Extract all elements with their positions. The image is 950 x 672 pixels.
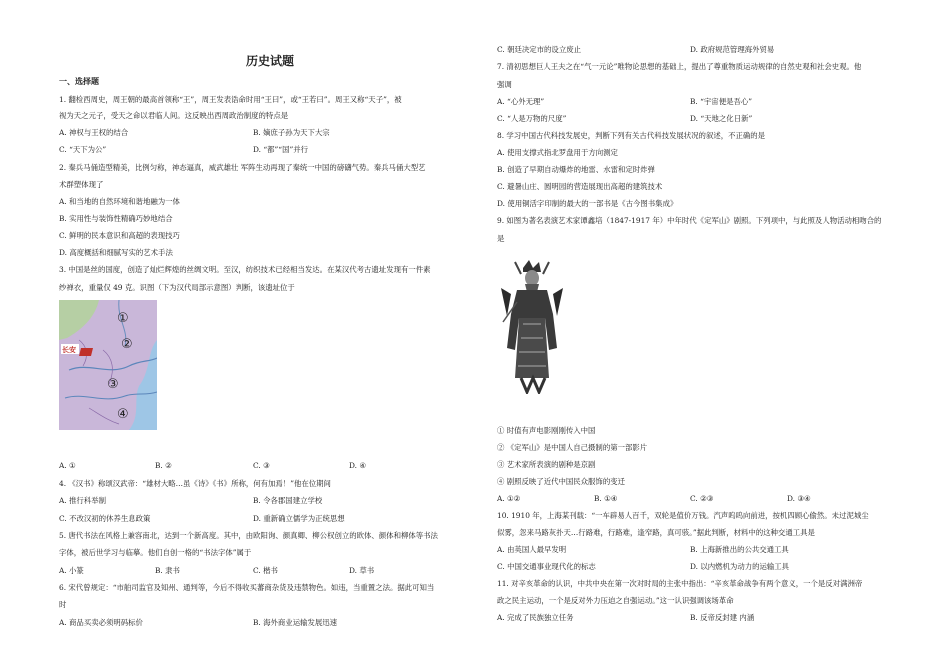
q3-stem-line2: 纱禅衣，重量仅 49 克。识图（下为汉代局部示意图）判断，该遗址位于 (59, 283, 295, 292)
q7-option-a[interactable]: A. “心外无理” (497, 97, 545, 106)
q1-option-b[interactable]: B. 嫡庶子孙为天下大宗 (253, 128, 330, 137)
q4-option-d[interactable]: D. 重新确立儒学为正统思想 (253, 514, 345, 523)
page-title: 历史试题 (246, 54, 295, 68)
q10-option-c[interactable]: C. 中国交通事业现代化的标志 (497, 562, 596, 571)
q5-stem-line1: 5. 唐代书法在风格上兼容南北，达到一个新高度。其中，由欧阳询、颜真卿、柳公权创立的欧体、颜体和柳体等书法 (59, 531, 438, 540)
q4-option-a[interactable]: A. 推行科举制 (59, 496, 106, 505)
q9-stem-line2: 是 (497, 234, 505, 243)
q2-stem-line1: 2. 秦兵马俑造型精美，比例匀称，神态逼真，威武雄壮 军阵生动再现了秦统一中国的磅礴气势。秦兵马俑大型艺 (59, 163, 426, 172)
han-map-image (59, 300, 157, 430)
q3-option-a[interactable]: A. ① (59, 461, 76, 470)
q6-option-c[interactable]: C. 朝廷决定市的设立废止 (497, 45, 581, 54)
q7-option-d[interactable]: D. “天地之化日新” (690, 114, 753, 123)
q9-statement-3: ③ 艺术家所表演的剧种是京剧 (497, 460, 596, 469)
q6-option-a[interactable]: A. 商品买卖必须明码标价 (59, 618, 143, 627)
q10-stem-line2: 似雾，忽来马路灰扑天…行路难，行路难，逢窄路，真可骇。”据此判断，材料中的这种交通工具是 (497, 528, 815, 537)
q11-stem-line2: 政之民主运动，一个是反对外力压迫之自强运动。”这一认识强调该场革命 (497, 596, 734, 605)
q6-stem-line1: 6. 宋代曾规定：“市舶司监官及知州、通判等，今后不得收买蕃商杂货及违禁物色。如违，当重置之法。据此可知当 (59, 583, 435, 592)
q5-option-a[interactable]: A. 小篆 (59, 566, 84, 575)
q10-option-b[interactable]: B. 上海新推出的公共交通工具 (690, 545, 789, 554)
q8-stem-line1: 8. 学习中国古代科技发展史，判断下列有关古代科技发展状况的叙述，不正确的是 (497, 131, 766, 140)
q3-option-b[interactable]: B. ② (155, 461, 172, 470)
q1-stem-line1: 1. 翻检西周史，周王朝的最高首领称“王”，周王发表诰命时用“王曰”，或“王若曰”。周王又称“天子”，被 (59, 95, 402, 104)
map-marker-3: ③ (107, 377, 119, 392)
q1-option-a[interactable]: A. 神权与王权的结合 (59, 128, 129, 137)
q10-stem-line1: 10. 1910 年，上海某刊载：“一车辟易人百千，双轮是值价万钱。汽声呜呜向前进，按机四顾心偷然。未过泥城尘 (497, 511, 869, 520)
q5-option-b[interactable]: B. 隶书 (155, 566, 180, 575)
q8-option-a[interactable]: A. 使用支撑式指北罗盘用于方向测定 (497, 148, 618, 157)
section-heading: 一、选择题 (59, 76, 99, 86)
q9-statement-1: ① 时值有声电影刚刚传入中国 (497, 426, 596, 435)
opera-photo-image (497, 258, 567, 394)
q7-stem-line1: 7. 清初思想巨人王夫之在“气一元论”唯物论思想的基础上，提出了尊重物质运动规律的自然史观和社会史观。他 (497, 62, 862, 71)
q3-stem-line1: 3. 中国是丝的国度，创造了灿烂辉煌的丝绸文明。至汉，纺织技术已经相当发达。在某汉代考古遗址发现有一件素 (59, 265, 431, 274)
map-marker-4: ④ (117, 407, 129, 422)
q8-option-b[interactable]: B. 创造了早期自动爆炸的地雷、水雷和定时炸弹 (497, 165, 655, 174)
q3-option-c[interactable]: C. ③ (253, 461, 270, 470)
q11-option-b[interactable]: B. 反帝反封建 内涵 (690, 613, 755, 622)
q1-option-c[interactable]: C. “天下为公” (59, 145, 107, 154)
map-marker-2: ② (121, 337, 133, 352)
q2-stem-line2: 术群塑体现了 (59, 180, 104, 189)
q10-option-a[interactable]: A. 由英国人最早发明 (497, 545, 567, 554)
q9-stem-line1: 9. 如图为著名表演艺术家谭鑫培（1847-1917 年）中年时代《定军山》剧照。下列项中，与此照及人物活动相吻合的 (497, 216, 882, 225)
q5-stem-line2: 字体，被后世学习与临摹。他们自创一格的“书法字体”属于 (59, 548, 252, 557)
q7-option-c[interactable]: C. “人是万物的尺度” (497, 114, 567, 123)
q2-option-c[interactable]: C. 鲜明的民本意识和高超的表现技巧 (59, 231, 180, 240)
q8-option-d[interactable]: D. 使用铜活字印制的最大的一部书是《古今图书集成》 (497, 199, 678, 208)
q5-option-d[interactable]: D. 草书 (349, 566, 375, 575)
q7-stem-line2: 强调 (497, 80, 512, 89)
q10-option-d[interactable]: D. 以内燃机为动力的运输工具 (690, 562, 790, 571)
q6-option-d[interactable]: D. 政府规范管理海外贸易 (690, 45, 775, 54)
q7-option-b[interactable]: B. “宇宙便是吾心” (690, 97, 753, 106)
q1-stem-line2: 视为天之元子，受天之命以君临人间。这反映出西周政治制度的特点是 (59, 111, 289, 120)
q2-option-b[interactable]: B. 实用性与装饰性精确巧妙地结合 (59, 214, 173, 223)
q8-option-c[interactable]: C. 避暑山庄、圆明园的营造展现出高超的建筑技术 (497, 182, 663, 191)
q9-option-d[interactable]: D. ③④ (787, 494, 811, 503)
map-label-changan: 长安 (62, 346, 76, 354)
q4-option-b[interactable]: B. 令各郡国建立学校 (253, 496, 323, 505)
q11-option-a[interactable]: A. 完成了民族独立任务 (497, 613, 574, 622)
q4-option-c[interactable]: C. 不改汉初的休养生息政策 (59, 514, 151, 523)
q2-option-d[interactable]: D. 高度概括和细腻写实的艺术手法 (59, 248, 173, 257)
q11-stem-line1: 11. 对辛亥革命的认识，中共中央在第一次对时局的主张中指出：“辛亥革命战争有两个意义，一个是反对满洲帝 (497, 579, 863, 588)
q9-statement-2: ② 《定军山》是中国人自己摄制的第一部影片 (497, 443, 648, 452)
q3-option-d[interactable]: D. ④ (349, 461, 366, 470)
map-marker-1: ① (117, 311, 129, 326)
q9-option-b[interactable]: B. ①④ (594, 494, 618, 503)
q9-option-a[interactable]: A. ①② (497, 494, 521, 503)
q1-option-d[interactable]: D. “都”“国”并行 (253, 145, 309, 154)
q4-stem-line1: 4. 《汉书》称颂汉武帝：“雄材大略…虽《诗》《书》所称，何有加焉！”他在位期间 (59, 479, 331, 488)
q9-option-c[interactable]: C. ②③ (690, 494, 714, 503)
q5-option-c[interactable]: C. 楷书 (253, 566, 278, 575)
q9-statement-4: ④ 剧照反映了近代中国民众服饰的变迁 (497, 477, 625, 486)
q2-option-a[interactable]: A. 和当地的自然环境和谐地融为一体 (59, 197, 180, 206)
q6-stem-line2: 时 (59, 600, 67, 609)
q6-option-b[interactable]: B. 海外商业运输发展迅速 (253, 618, 338, 627)
